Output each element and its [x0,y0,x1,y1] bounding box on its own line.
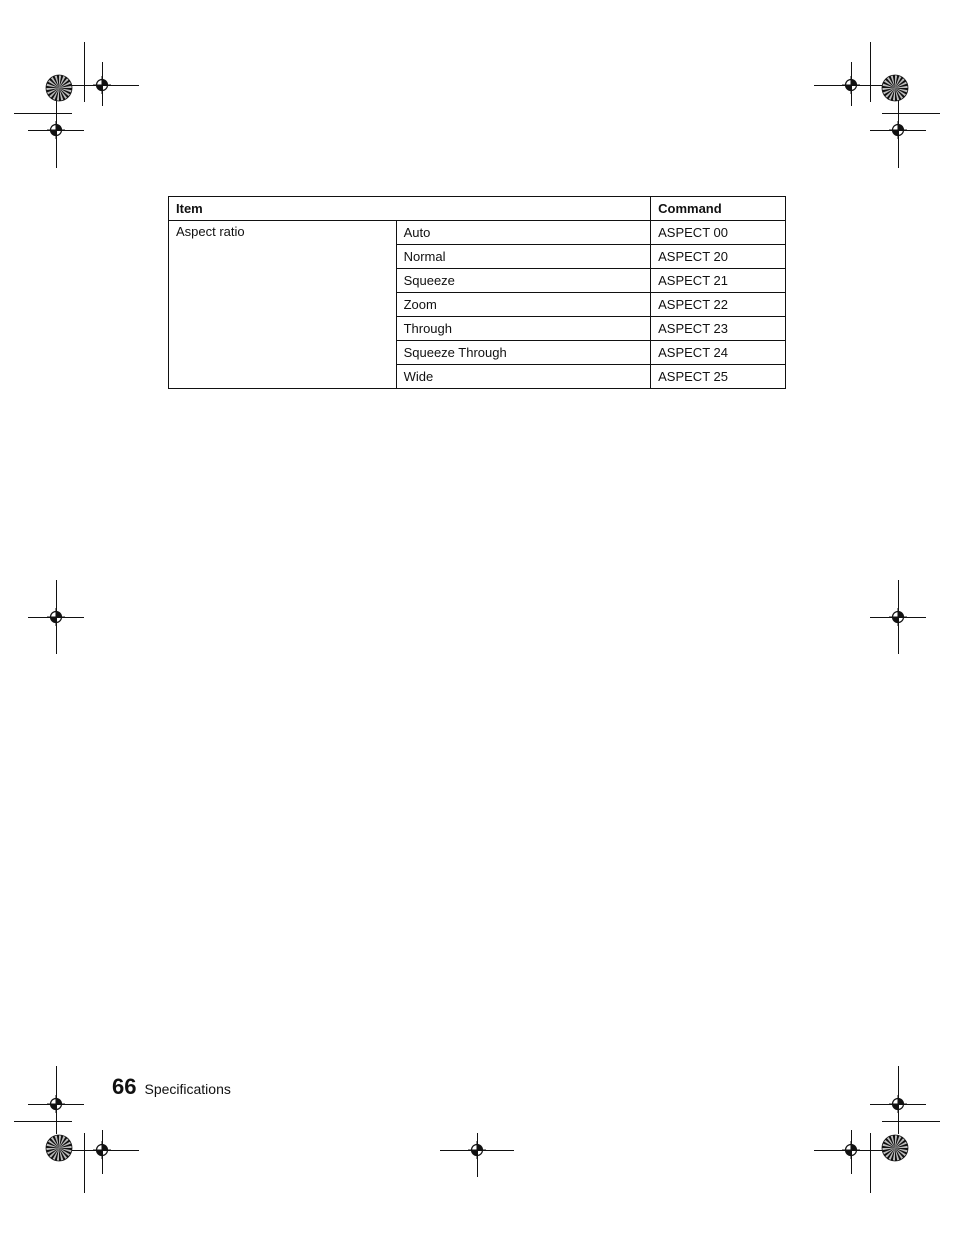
registration-target-icon [468,1141,486,1159]
registration-target-icon [889,608,907,626]
command-cell: ASPECT 24 [651,341,786,365]
star-target-icon [881,74,909,102]
table-header-row [169,197,786,221]
header-command: Command [651,197,786,221]
crop-line [84,42,85,102]
setting-cell: Normal [396,245,651,269]
command-cell: ASPECT 00 [651,221,786,245]
crop-line [84,1133,85,1193]
crop-line [870,42,871,102]
registration-target-icon [842,76,860,94]
aspect-command-table [168,196,786,389]
setting-cell: Zoom [396,293,651,317]
star-target-icon [45,1134,73,1162]
crop-line [14,113,72,114]
registration-target-icon [93,1141,111,1159]
command-cell: ASPECT 22 [651,293,786,317]
page-number: 66 [112,1074,137,1099]
registration-target-icon [47,121,65,139]
star-target-icon [881,1134,909,1162]
page-footer [112,1074,231,1100]
item-cell: Aspect ratio [169,221,397,389]
setting-cell: Through [396,317,651,341]
setting-cell: Auto [396,221,651,245]
crop-line [882,113,940,114]
header-item: Item [169,197,651,221]
setting-cell: Squeeze Through [396,341,651,365]
table-row [169,221,786,245]
star-target-icon [45,74,73,102]
crop-line [870,1133,871,1193]
registration-target-icon [889,1095,907,1113]
registration-target-icon [889,121,907,139]
command-cell: ASPECT 20 [651,245,786,269]
command-cell: ASPECT 23 [651,317,786,341]
registration-target-icon [93,76,111,94]
registration-target-icon [47,1095,65,1113]
registration-target-icon [47,608,65,626]
section-title: Specifications [144,1081,231,1097]
command-cell: ASPECT 21 [651,269,786,293]
setting-cell: Wide [396,365,651,389]
command-cell: ASPECT 25 [651,365,786,389]
crop-line [882,1121,940,1122]
crop-line [14,1121,72,1122]
setting-cell: Squeeze [396,269,651,293]
registration-target-icon [842,1141,860,1159]
